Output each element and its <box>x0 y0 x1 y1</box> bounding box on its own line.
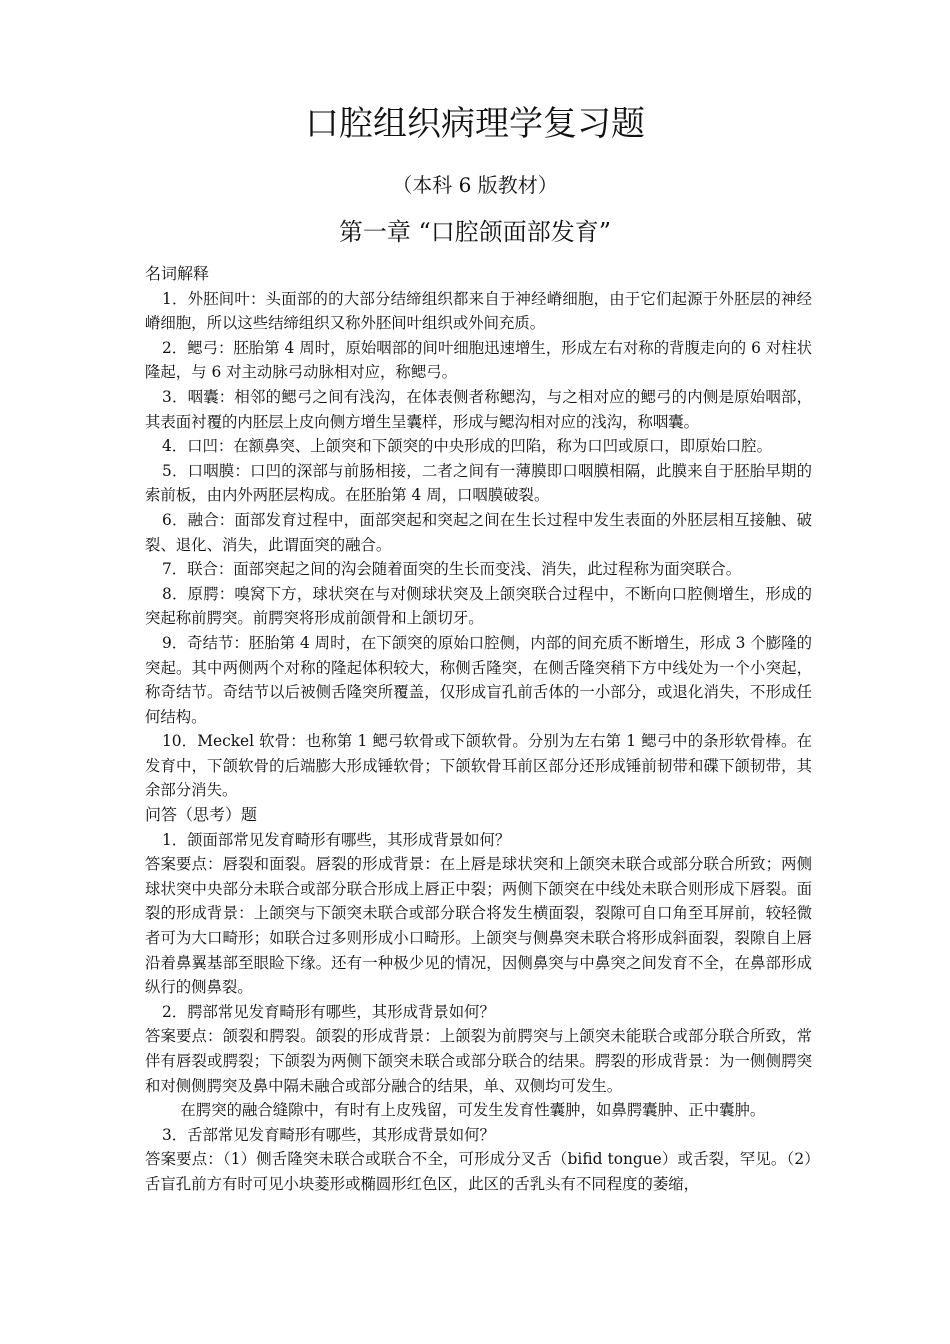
answer-1: 答案要点：唇裂和面裂。唇裂的形成背景：在上唇是球状突和上颌突未联合或部分联合所致；两侧球状突中央部分未联合或部分联合形成上唇正中裂；两侧下颌突在中线处未联合则形成下唇裂。面裂的形成背景：上颌突与下颌突未联合或部分联合将发生横面裂，裂隙可自口角至耳屏前，较轻微者可为大口畸形；如联合过多则形成小口畸形。上颌突与侧鼻突未联合将形成斜面裂，裂隙自上唇沿着鼻翼基部至眼睑下缘。还有一种极少见的情况，因侧鼻突与中鼻突之间发育不全，在鼻部形成纵行的侧鼻裂。 <box>145 855 812 997</box>
definition-item: 3．咽囊：相邻的鳃弓之间有浅沟，在体表侧者称鳃沟，与之相对应的鳃弓的内侧是原始咽部，其表面衬覆的内胚层上皮向侧方增生呈囊样，形成与鳃沟相对应的浅沟，称咽囊。 <box>145 387 812 431</box>
page-title: 口腔组织病理学复习题 <box>305 104 645 144</box>
answer-2: 答案要点：颌裂和腭裂。颌裂的形成背景：上颌裂为前腭突与上颌突未能联合或部分联合所致，常伴有唇裂或腭裂；下颌裂为两侧下颌突未联合或部分联合的结果。腭裂的形成背景：为一侧侧腭突和对侧侧腭突及鼻中隔未融合或部分融合的结果，单、双侧均可发生。 <box>145 1027 812 1095</box>
definition-item: 1．外胚间叶：头面部的的大部分结缔组织都来自于神经嵴细胞，由于它们起源于外胚层的神经嵴细胞，所以这些结缔组织又称外胚间叶组织或外间充质。 <box>145 289 812 333</box>
definition-item: 2．鳃弓：胚胎第 4 周时，原始咽部的间叶细胞迅速增生，形成左右对称的背腹走向的 6 对柱状隆起，与 6 对主动脉弓动脉相对应，称鳃弓。 <box>145 338 812 382</box>
page-subtitle: （本科 6 版教材） <box>392 173 558 197</box>
question-2: 2．腭部常见发育畸形有哪些，其形成背景如何？ <box>161 1002 495 1021</box>
definitions-heading: 名词解释 <box>145 264 210 283</box>
definition-item: 7．联合：面部突起之间的沟会随着面突的生长而变浅、消失，此过程称为面突联合。 <box>161 560 742 579</box>
definition-item: 10．Meckel 软骨：也称第 1 鳃弓软骨或下颌软骨。分别为左右第 1 鳃弓中的条形软骨棒。在发育中，下颌软骨的后端膨大形成锤软骨；下颌软骨耳前区部分还形成锤前韧带和碟下颌韧带，其余部分消失。 <box>145 732 812 800</box>
question-3: 3．舌部常见发育畸形有哪些，其形成背景如何？ <box>161 1125 495 1144</box>
answer-3: 答案要点：（1）侧舌隆突未联合或联合不全，可形成分叉舌（bifid tongue）或舌裂，罕见。（2）舌盲孔前方有时可见小块菱形或椭圆形红色区，此区的舌乳头有不同程度的萎缩， <box>145 1150 812 1193</box>
definition-item: 6．融合：面部发育过程中，面部突起和突起之间在生长过程中发生表面的外胚层相互接触、破裂、退化、消失，此谓面突的融合。 <box>145 510 812 554</box>
definition-item: 8．原腭：嗅窝下方，球状突在与对侧球状突及上颌突联合过程中，不断向口腔侧增生，形成的突起称前腭突。前腭突将形成前颌骨和上颌切牙。 <box>145 584 812 628</box>
chapter-heading: 第一章 “口腔颌面部发育” <box>338 218 612 246</box>
definition-item: 5．口咽膜：口凹的深部与前肠相接，二者之间有一薄膜即口咽膜相隔，此膜来自于胚胎早期的索前板，由内外两胚层构成。在胚胎第 4 周，口咽膜破裂。 <box>145 461 812 505</box>
question-1: 1．颌面部常见发育畸形有哪些，其形成背景如何？ <box>161 830 511 849</box>
document-body <box>145 262 812 1197</box>
definition-item: 4．口凹：在额鼻突、上颌突和下颌突的中央形成的凹陷，称为口凹或原口，即原始口腔。 <box>161 437 772 456</box>
questions-heading: 问答（思考）题 <box>145 805 258 825</box>
definition-item: 9．奇结节：胚胎第 4 周时，在下颌突的原始口腔侧，内部的间充质不断增生，形成 3 个膨隆的突起。其中两侧两个对称的隆起体积较大，称侧舌隆突，在侧舌隆突稍下方中线处为一个小突起，称奇结节。奇结节以后被侧舌隆突所覆盖，仅形成盲孔前舌体的一小部分，或退化消失，不形成任何结构。 <box>145 633 812 726</box>
answer-2-extra: 在腭突的融合缝隙中，有时有上皮残留，可发生发育性囊肿，如鼻腭囊肿、正中囊肿。 <box>180 1101 766 1120</box>
